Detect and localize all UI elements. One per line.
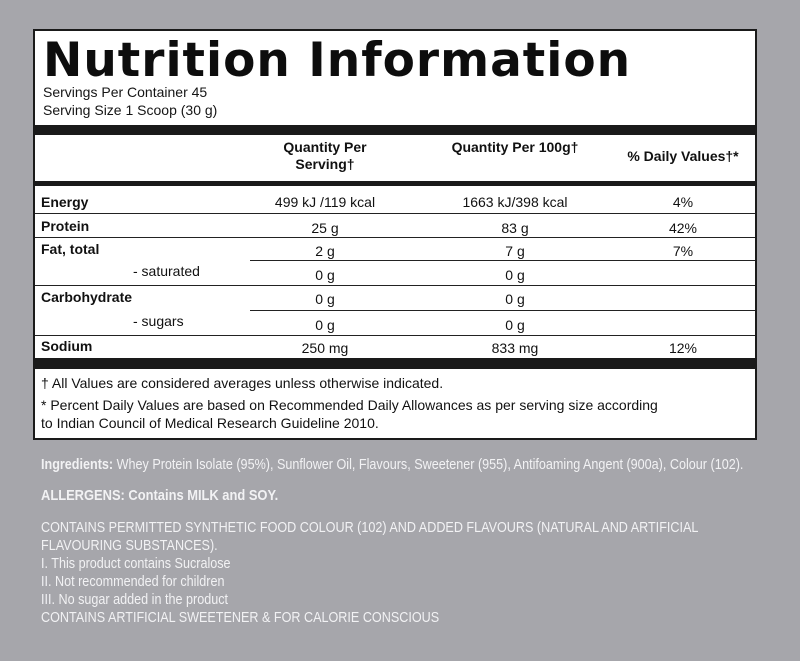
row-divider <box>35 285 755 286</box>
nutrition-panel <box>33 29 757 440</box>
row-label: Carbohydrate <box>41 289 133 305</box>
row-per-100g: 0 g <box>505 291 525 307</box>
row-per-100g: 0 g <box>505 267 525 283</box>
row-per-serving: 25 g <box>311 220 339 236</box>
footnote-dagger: † All Values are considered averages unless otherwise indicated. <box>41 375 444 391</box>
ingredients-line <box>41 456 743 473</box>
allergens-line: ALLERGENS: Contains MILK and SOY. <box>41 487 279 504</box>
row-daily-value: 7% <box>672 243 694 259</box>
footnote-asterisk: * Percent Daily Values are based on Recommended Daily Allowances as per serving size according <box>41 397 658 413</box>
row-label: - sugars <box>133 313 184 329</box>
row-per-100g: 1663 kJ/398 kcal <box>462 194 568 210</box>
note-line: II. Not recommended for children <box>41 573 225 590</box>
header-per-serving: Quantity Per Serving† <box>283 139 367 172</box>
bottom-thick-bar <box>35 358 755 369</box>
header-per-100g: Quantity Per 100g† <box>451 139 579 155</box>
row-per-serving: 0 g <box>315 267 335 283</box>
row-per-serving: 250 mg <box>301 340 349 356</box>
serving-size: Serving Size 1 Scoop (30 g) <box>43 102 218 118</box>
row-per-serving: 499 kJ /119 kcal <box>274 194 376 210</box>
row-divider <box>250 310 755 311</box>
row-label: Energy <box>41 194 89 210</box>
row-label: Fat, total <box>41 241 100 257</box>
panel-title: Nutrition Information <box>43 33 632 88</box>
row-daily-value: 4% <box>672 194 694 210</box>
footnote-asterisk-cont: to Indian Council of Medical Research Guideline 2010. <box>41 415 379 431</box>
row-divider <box>35 237 755 238</box>
row-daily-value: 42% <box>668 220 698 236</box>
note-line: CONTAINS ARTIFICIAL SWEETENER & FOR CALORIE CONSCIOUS <box>41 609 440 626</box>
ingredients-label: Ingredients: <box>41 456 114 473</box>
row-divider <box>35 335 755 336</box>
servings-per-container: Servings Per Container 45 <box>43 84 208 100</box>
note-line: I. This product contains Sucralose <box>41 555 231 572</box>
row-per-100g: 833 mg <box>491 340 539 356</box>
row-divider <box>35 213 755 214</box>
notes-block <box>41 519 763 627</box>
row-divider <box>250 260 755 261</box>
row-per-serving: 0 g <box>315 291 335 307</box>
row-per-100g: 0 g <box>505 317 525 333</box>
row-daily-value: 12% <box>668 340 698 356</box>
row-per-100g: 83 g <box>501 220 529 236</box>
row-label: Protein <box>41 218 90 234</box>
row-per-serving: 2 g <box>315 243 335 259</box>
note-line: III. No sugar added in the product <box>41 591 229 608</box>
row-per-serving: 0 g <box>315 317 335 333</box>
row-per-100g: 7 g <box>505 243 525 259</box>
header-daily-values: % Daily Values†* <box>627 148 739 164</box>
header-bar <box>35 181 755 186</box>
top-thick-bar <box>35 125 755 135</box>
ingredients-text: Whey Protein Isolate (95%), Sunflower Oil, Flavours, Sweetener (955), Antifoaming Angent (900a), Colour (102). <box>113 456 744 473</box>
row-label: - saturated <box>133 263 200 279</box>
row-label: Sodium <box>41 338 93 354</box>
note-line: CONTAINS PERMITTED SYNTHETIC FOOD COLOUR (102) AND ADDED FLAVOURS (NATURAL AND ARTIFICIAL FLAVOURING SUBSTANCES). <box>41 519 698 554</box>
